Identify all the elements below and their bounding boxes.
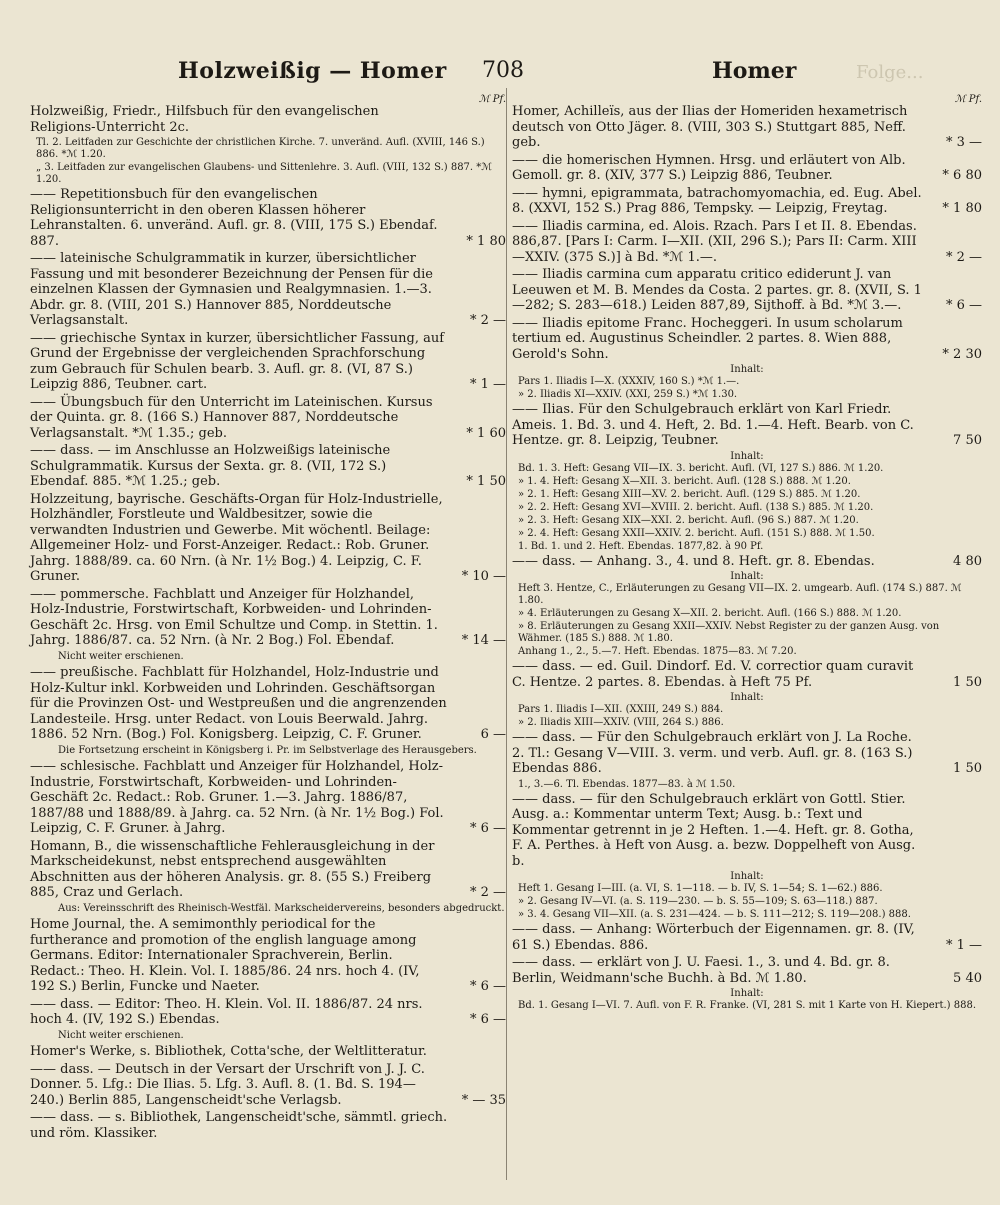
catalog-entry: [512, 730, 982, 777]
sub-entry: [512, 1000, 982, 1012]
entry-text: 1., 3.—6. Tl. Ebendas. 1877—83. à ℳ 1.50.: [518, 778, 736, 790]
entry-price: * 1 80: [466, 233, 506, 249]
entry-text: —— dass. — Deutsch in der Versart der Urschrift von J. J. C. Donner. 5. Lfg.: Die Ilias. 5. Lfg. 3. Aufl. 8. (1. Bd. S. 194—240.) Berlin 885, Langenscheidt'sche Verlagsb.: [30, 1061, 425, 1108]
entry-price: * 3 —: [945, 135, 982, 150]
sub-entry: [512, 476, 982, 488]
sub-entry: [512, 515, 982, 527]
entry-text: Holzweißig, Friedr., Hilfsbuch für den evangelischen Religions-Unterricht 2c.: [30, 104, 379, 135]
catalog-entry: [30, 587, 506, 649]
entry-text: Homer, Achilleïs, aus der Ilias der Homeriden hexametrisch deutsch von Otto Jäger. 8. (VIII, 303 S.) Stuttgart 885, Neff. geb.: [512, 104, 908, 150]
entry-text: Holzzeitung, bayrische. Geschäfts-Organ für Holz-Industrielle, Holzhändler, Forstleute und Waldbesitzer, sowie die verwandten Industrien und Gewerbe. Mit wöchentl. Beilage: Allgemeiner Holz- und Forst-Anzeiger. Redact.: Rob. Gruner. Jahrg. 1888/89. ca. 60 Nrn. (à Nr. 1½ Bog.) 4. Leipzig, C. F. Gruner.: [30, 491, 443, 584]
entry-text: » 2. Iliadis XI—XXIV. (XXI, 259 S.) *ℳ 1.30.: [518, 389, 738, 400]
entry-text: —— dass. — ed. Guil. Dindorf. Ed. V. correctior quam curavit C. Hentze. 2 partes. 8. Ebendas. à Heft 75 Pf.: [512, 659, 914, 690]
entry-text: Die Fortsetzung erscheint in Königsberg i. Pr. im Selbstverlage des Herausgebers.: [58, 744, 477, 756]
catalog-entry: [30, 1110, 506, 1141]
catalog-entry: [512, 554, 982, 570]
contents-label: [512, 571, 982, 583]
entry-price: * 1 80: [942, 201, 982, 216]
entry-text: —— Übungsbuch für den Unterricht im Lateinischen. Kursus der Quinta. gr. 8. (166 S.) Hannover 887, Norddeutsche Verlagsanstalt. *ℳ 1.35.; geb.: [30, 394, 433, 441]
sub-entry: [512, 376, 982, 388]
catalog-entry: [512, 955, 982, 986]
entry-price: * 2 —: [945, 249, 982, 265]
sub-entry: [512, 704, 982, 716]
page-header: [0, 52, 1000, 92]
sub-entry: [512, 717, 982, 729]
entry-text: Inhalt:: [730, 988, 764, 999]
entry-text: » 2. 4. Heft: Gesang XXII—XXIV. 2. bericht. Aufl. (151 S.) 888. ℳ 1.50.: [518, 527, 875, 539]
entry-price: * 6 80: [942, 168, 982, 183]
catalog-entry: [30, 492, 506, 585]
entry-text: Homann, B., die wissenschaftliche Fehlerausgleichung in der Markscheidekunst, nebst entsprechend ausgewählten Abschnitten aus der höheren Analysis. gr. 8. (55 S.) Freiberg 885, Craz und Gerlach.: [30, 838, 435, 900]
entry-price: * 2 —: [469, 313, 506, 328]
sub-entry: [512, 608, 982, 620]
entry-text: —— dass. — Editor: Theo. H. Klein. Vol. II. 1886/87. 24 nrs. hoch 4. (IV, 192 S.) Ebendas.: [30, 996, 423, 1027]
entry-text: —— die homerischen Hymnen. Hrsg. und erläutert von Alb. Gemoll. gr. 8. (XIV, 377 S.) Leipzig 886, Teubner.: [512, 152, 906, 183]
entry-text: Inhalt:: [730, 692, 764, 703]
sub-entry: [512, 502, 982, 514]
sub-entry: [30, 162, 506, 186]
entry-price: 5 40: [953, 970, 982, 986]
entry-text: Nicht weiter erschienen.: [58, 650, 184, 662]
entry-text: Pars 1. Iliadis I—X. (XXXIV, 160 S.) *ℳ 1.—.: [518, 376, 740, 387]
entry-text: —— Iliadis carmina cum apparatu critico ediderunt J. van Leeuwen et M. B. Mendes da Costa. 2 partes. gr. 8. (XVII, S. 1—282; S. 283—618.) Leiden 887,89, Sijthoff. à Bd. *ℳ 3.—.: [512, 267, 922, 313]
entry-text: Bd. 1. Gesang I—VI. 7. Aufl. von F. R. Franke. (VI, 281 S. mit 1 Karte von H. Kiepert.) 888.: [518, 1000, 976, 1011]
entry-text: » 1. 4. Heft: Gesang X—XII. 3. bericht. Aufl. (128 S.) 888. ℳ 1.20.: [518, 475, 851, 487]
sub-entry: [512, 779, 982, 791]
entry-text: » 2. 2. Heft: Gesang XVI—XVIII. 2. bericht. Aufl. (138 S.) 885. ℳ 1.20.: [518, 501, 874, 513]
entry-text: —— schlesische. Fachblatt und Anzeiger für Holzhandel, Holz-Industrie, Forstwirtschaft, Korbweiden- und Lohrinden-Geschäft 2c. Redact.: Rob. Gruner. 1.—3. Jahrg. 1886/87, 1887/88 und 1888/89. à Jahrg. ca. 52 Nrn. (à Nr. 1½ Bog.) Fol. Leipzig, C. F. Gruner. à Jahrg.: [30, 759, 444, 836]
entry-price: * 6 —: [469, 1012, 506, 1027]
entry-text: » 3. 4. Gesang VII—XII. (a. S. 231—424. — b. S. 111—212; S. 119—208.) 888.: [518, 909, 911, 920]
entry-text: » 4. Erläuterungen zu Gesang X—XII. 2. bericht. Aufl. (166 S.) 888. ℳ 1.20.: [518, 608, 902, 619]
catalog-entry: [512, 402, 982, 449]
sub-entry: [512, 489, 982, 501]
catalog-entry: [30, 187, 506, 249]
entry-text: —— lateinische Schulgrammatik in kurzer, übersichtlicher Fassung und mit besonderer Bezeichnung der Pensen für die einzelnen Klassen der Gymnasien und Realgymnasien. 1.—3. Abdr. gr. 8. (VIII, 201 S.) Hannover 885, Norddeutsche Verlagsanstalt.: [30, 251, 433, 328]
catalog-entry: [512, 267, 982, 314]
entry-text: Aus: Vereinsschrift des Rheinisch-Westfäl. Markscheidervereins, besonders abgedruckt.: [58, 902, 505, 914]
entry-text: » 2. Gesang IV—VI. (a. S. 119—230. — b. S. 55—109; S. 63—118.) 887.: [518, 896, 878, 907]
contents-label: [512, 451, 982, 463]
entry-text: Home Journal, the. A semimonthly periodical for the furtherance and promotion of the english language among Germans. Editor: Internationaler Sprachverein, Berlin. Redact.: Theo. H. Klein. Vol. I. 1885/86. 24 nrs. hoch 4. (IV, 192 S.) Berlin, Funcke und Naeter.: [30, 917, 420, 994]
entry-price: 1 50: [953, 674, 982, 690]
column-divider: [506, 88, 507, 1180]
entry-price: 4 80: [953, 553, 982, 569]
entry-text: » 8. Erläuterungen zu Gesang XXII—XXIV. Nebst Register zu der ganzen Ausg. von Wähmer. (185 S.) 888. ℳ 1.80.: [518, 621, 940, 644]
entry-price: * 6 —: [469, 979, 506, 994]
catalog-entry: [30, 759, 506, 837]
entry-text: » 2. Iliadis XIII—XXIV. (VIII, 264 S.) 886.: [518, 717, 724, 728]
bleed-through-text: Folge...: [856, 62, 924, 83]
entry-text: Heft 3. Hentze, C., Erläuterungen zu Gesang VII—IX. 2. umgearb. Aufl. (174 S.) 887. ℳ 1.80.: [518, 583, 962, 606]
entry-text: —— hymni, epigrammata, batrachomyomachia, ed. Eug. Abel. 8. (XXVI, 152 S.) Prag 886, Tempsky. — Leipzig, Freytag.: [512, 185, 922, 216]
catalog-entry: [30, 443, 506, 490]
entry-price: 7 50: [953, 433, 982, 448]
entry-price: * 6 —: [469, 821, 506, 836]
entry-price: * 1 —: [469, 377, 506, 392]
entry-price: * 6 —: [945, 298, 982, 313]
entry-note: [30, 903, 506, 915]
entry-text: —— pommersche. Fachblatt und Anzeiger für Holzhandel, Holz-Industrie, Forstwirtschaft, Korbweiden- und Lohrinden-Geschäft 2c. Hrsg. von Emil Schultze und Comp. in Stettin. 1. Jahrg. 1886/87. ca. 52 Nrn. (à Nr. 2 Bog.) Fol. Ebendaf.: [30, 586, 438, 648]
entry-price: 6 —: [480, 727, 506, 742]
entry-text: —— dass. — Anhang. 3., 4. und 8. Heft. gr. 8. Ebendas.: [512, 553, 875, 569]
sub-entry: [512, 646, 982, 658]
catalog-entry: [30, 917, 506, 995]
entry-text: Heft 1. Gesang I—III. (a. VI, S. 1—118. — b. IV, S. 1—54; S. 1—62.) 886.: [518, 883, 883, 894]
entry-text: —— dass. — im Anschlusse an Holzweißigs lateinische Schulgrammatik. Kursus der Sexta. gr. 8. (VII, 172 S.) Ebendaf. 885. *ℳ 1.25.; geb.: [30, 443, 391, 489]
left-running-head: Holzweißig — Homer: [178, 58, 447, 84]
entry-price: * 10 —: [461, 569, 506, 584]
catalog-entry: [512, 219, 982, 266]
catalog-entry: [512, 153, 982, 184]
catalog-entry: [30, 997, 506, 1028]
currency-header: ℳ Pf.: [954, 94, 982, 105]
entry-text: 1. Bd. 1. und 2. Heft. Ebendas. 1877,82. à 90 Pf.: [518, 540, 764, 552]
entry-text: » 2. 3. Heft: Gesang XIX—XXI. 2. bericht. Aufl. (96 S.) 887. ℳ 1.20.: [518, 514, 859, 526]
entry-text: —— dass. — Für den Schulgebrauch erklärt von J. La Roche. 2. Tl.: Gesang V—VIII. 3. verm. und verb. Aufl. gr. 8. (163 S.) Ebendas 886.: [512, 730, 913, 776]
sub-entry: [30, 137, 506, 161]
catalog-entry: [512, 186, 982, 217]
entry-text: —— preußische. Fachblatt für Holzhandel, Holz-Industrie und Holz-Kultur inkl. Korbweiden und Lohrinden. Geschäftsorgan für die Provinzen Ost- und Westpreußen und die angrenzenden Landesteile. Hrsg. unter Redact. von Louis Beerwald. Jahrg. 1886. 52 Nrn. (Bog.) Fol. Konigsberg. Leipzig, C. F. Gruner.: [30, 665, 447, 742]
entry-text: Pars 1. Iliadis I—XII. (XXIII, 249 S.) 884.: [518, 704, 724, 715]
entry-price: * 1 60: [466, 425, 506, 441]
entry-price: * — 35: [461, 1092, 506, 1108]
sub-entry: [512, 389, 982, 401]
entry-text: Nicht weiter erschienen.: [58, 1029, 184, 1041]
entry-note: [30, 651, 506, 663]
entry-text: —— Iliadis carmina, ed. Alois. Rzach. Pars I et II. 8. Ebendas. 886,87. [Pars I: Carm. I—XII. (XII, 296 S.); Pars II: Carm. XIII—XXIV. (375 S.)] à Bd. *ℳ 1.—.: [512, 218, 917, 265]
entry-note: [30, 745, 506, 757]
entry-text: —— Repetitionsbuch für den evangelischen Religionsunterricht in den oberen Klassen höherer Lehranstalten. 6. unveränd. Aufl. gr. 8. (VIII, 175 S.) Ebendaf. 887.: [30, 187, 438, 249]
entry-text: Inhalt:: [730, 450, 764, 462]
entry-text: —— griechische Syntax in kurzer, übersichtlicher Fassung, auf Grund der Ergebnisse der vergleichenden Sprachforschung zum Gebrauch für Schulen bearb. 3. Aufl. gr. 8. (VI, 87 S.) Leipzig 886, Teubner. cart.: [30, 330, 445, 392]
contents-label: [512, 692, 982, 704]
catalog-entry: [30, 665, 506, 743]
catalog-entry: [30, 104, 506, 135]
left-column: [30, 92, 506, 1143]
contents-label: [512, 871, 982, 883]
sub-entry: [512, 583, 982, 607]
entry-text: „ 3. Leitfaden zur evangelischen Glaubens- und Sittenlehre. 3. Aufl. (VIII, 132 S.) 887. *ℳ 1.20.: [36, 162, 492, 185]
entry-text: Inhalt:: [730, 871, 764, 882]
entry-note: [30, 1030, 506, 1042]
entry-price: * 14 —: [461, 633, 506, 648]
currency-header: ℳ Pf.: [478, 94, 506, 105]
sub-entry: [512, 621, 982, 645]
catalog-entry: [30, 1044, 506, 1060]
catalog-entry: [30, 251, 506, 329]
catalog-entry: [512, 104, 982, 151]
sub-entry: [512, 541, 982, 553]
catalog-entry: [512, 922, 982, 953]
sub-entry: [512, 883, 982, 895]
catalog-entry: [30, 395, 506, 442]
entry-price: * 2 —: [469, 885, 506, 900]
page-number: 708: [482, 58, 524, 83]
catalog-entry: [512, 659, 982, 690]
entry-text: Anhang 1., 2., 5.—7. Heft. Ebendas. 1875—83. ℳ 7.20.: [518, 646, 797, 657]
catalog-entry: [30, 331, 506, 393]
sub-entry: [512, 528, 982, 540]
entry-price: * 1 —: [945, 937, 982, 953]
catalog-entry: [30, 1062, 506, 1109]
entry-text: —— dass. — s. Bibliothek, Langenscheidt'sche, sämmtl. griech. und röm. Klassiker.: [30, 1110, 448, 1141]
entry-text: —— Iliadis epitome Franc. Hocheggeri. In usum scholarum tertium ed. Augustinus Scheindler. 2 partes. 8. Wien 888, Gerold's Sohn.: [512, 315, 903, 362]
contents-label: [512, 364, 982, 376]
entry-text: Homer's Werke, s. Bibliothek, Cotta'sche, der Weltlitteratur.: [30, 1044, 427, 1059]
entry-text: —— dass. — Anhang: Wörterbuch der Eigennamen. gr. 8. (IV, 61 S.) Ebendas. 886.: [512, 922, 915, 953]
entry-price: * 2 30: [942, 346, 982, 362]
catalog-entry: [512, 316, 982, 363]
entry-text: Bd. 1. 3. Heft: Gesang VII—IX. 3. bericht. Aufl. (VI, 127 S.) 886. ℳ 1.20.: [518, 462, 884, 474]
entry-text: » 2. 1. Heft: Gesang XIII—XV. 2. bericht. Aufl. (129 S.) 885. ℳ 1.20.: [518, 488, 861, 500]
entry-text: Inhalt:: [730, 364, 764, 375]
entry-text: Inhalt:: [730, 571, 764, 582]
contents-label: [512, 988, 982, 1000]
sub-entry: [512, 463, 982, 475]
catalog-entry: [30, 839, 506, 901]
catalog-entry: [512, 792, 982, 870]
right-running-head: Homer: [712, 58, 797, 84]
sub-entry: [512, 896, 982, 908]
right-column: [512, 92, 982, 1013]
entry-price: * 1 50: [466, 474, 506, 489]
sub-entry: [512, 909, 982, 921]
entry-text: —— dass. — für den Schulgebrauch erklärt von Gottl. Stier. Ausg. a.: Kommentar unterm Text; Ausg. b.: Text und Kommentar getrennt in je 2 Heften. 1.—4. Heft. gr. 8. Gotha, F. A. Perthes. à Heft von Ausg. a. bezw. Doppelheft von Ausg. b.: [512, 791, 916, 869]
entry-text: —— Ilias. Für den Schulgebrauch erklärt von Karl Friedr. Ameis. 1. Bd. 3. und 4. Heft, 2. Bd. 1.—4. Heft. Bearb. von C. Hentze. gr. 8. Leipzig, Teubner.: [512, 402, 914, 448]
entry-text: —— dass. — erklärt von J. U. Faesi. 1., 3. und 4. Bd. gr. 8. Berlin, Weidmann'sche Buchh. à Bd. ℳ 1.80.: [512, 955, 890, 986]
entry-text: Tl. 2. Leitfaden zur Geschichte der christlichen Kirche. 7. unveränd. Aufl. (XVIII, 146 S.) 886. *ℳ 1.20.: [36, 137, 485, 160]
entry-price: 1 50: [953, 761, 982, 776]
